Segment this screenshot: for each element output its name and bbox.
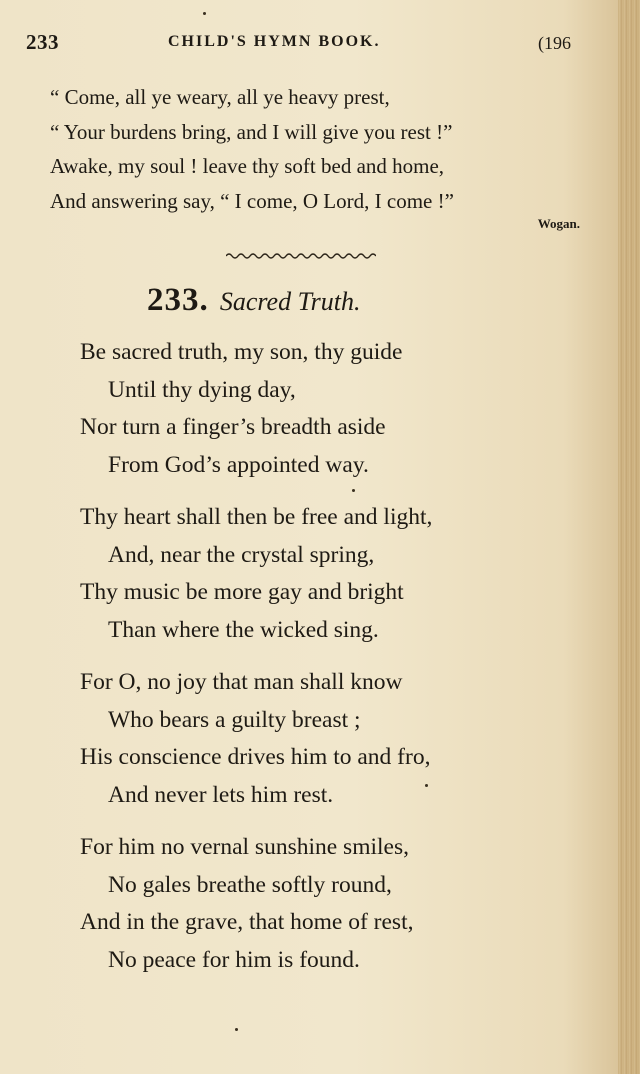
verse-line: Be sacred truth, my son, thy guide [80, 339, 403, 365]
running-title: CHILD'S HYMN BOOK. [168, 33, 381, 50]
verse-line: For O, no joy that man shall know [80, 669, 403, 695]
verse-line: From God’s appointed way. [108, 451, 369, 478]
verse-line: For him no vernal sunshine smiles, [80, 834, 409, 860]
verse-line: Until thy dying day, [108, 376, 296, 403]
running-header [26, 30, 586, 60]
page-edge [618, 0, 640, 1074]
verse-line: And in the grave, that home of rest, [80, 909, 414, 935]
verse-line: “ Come, all ye weary, all ye heavy prest, [50, 85, 390, 109]
verse-line: No gales breathe softly round, [108, 871, 392, 898]
stanza [80, 829, 580, 979]
verse-line: Nor turn a finger’s breadth aside [80, 414, 386, 440]
hymn-body [80, 334, 580, 994]
hymn-heading [147, 282, 567, 319]
verse-line: Thy music be more gay and bright [80, 579, 404, 605]
wavy-divider [226, 250, 376, 262]
verse-line: Awake, my soul ! leave thy soft bed and home, [50, 154, 445, 178]
verse-line: “ Your burdens bring, and I will give you rest !” [50, 119, 453, 144]
author-attribution: Wogan. [537, 216, 580, 231]
hymn-title: Sacred Truth. [219, 287, 361, 316]
ink-speck [235, 1028, 238, 1031]
stanza [80, 334, 580, 484]
verse-line: And answering say, “ I come, O Lord, I come !” [50, 188, 454, 213]
signature-number: (196 [538, 33, 571, 53]
page-number: 233 [26, 30, 59, 54]
stanza [80, 499, 580, 649]
stanza [80, 664, 580, 814]
verse-line: And, near the crystal spring, [108, 541, 375, 568]
verse-line: His conscience drives him to and fro, [80, 744, 431, 770]
verse-line: Thy heart shall then be free and light, [80, 504, 433, 530]
ink-speck [203, 12, 206, 15]
verse-line: Than where the wicked sing. [108, 616, 379, 643]
verse-line: No peace for him is found. [108, 946, 360, 973]
verse-line: Who bears a guilty breast ; [108, 706, 361, 733]
hymn-number: 233. [147, 282, 209, 318]
verse-line: And never lets him rest. [108, 781, 334, 808]
previous-hymn-verse [50, 80, 590, 218]
